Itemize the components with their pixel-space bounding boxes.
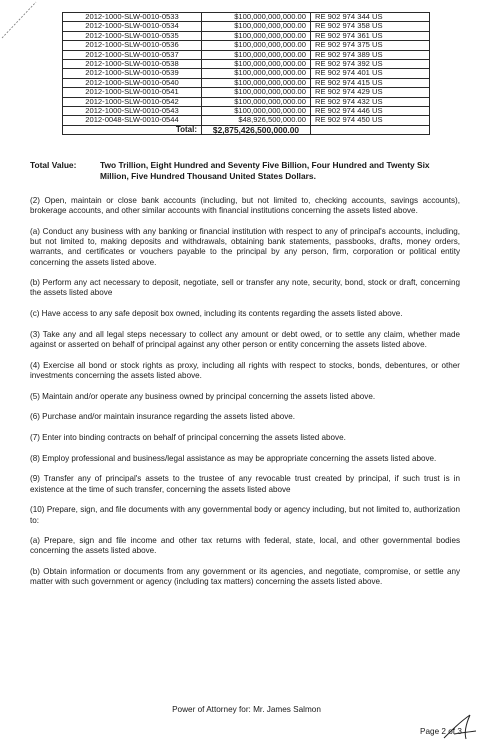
page-number: Page 2 of 3 (420, 727, 462, 736)
asset-amount: $100,000,000,000.00 (202, 50, 311, 59)
asset-amount: $100,000,000,000.00 (202, 13, 311, 22)
asset-id: 2012-1000-SLW-0010-0540 (63, 78, 202, 87)
asset-reference: RE 902 974 344 US (311, 13, 430, 22)
asset-reference: RE 902 974 446 US (311, 107, 430, 116)
asset-reference: RE 902 974 375 US (311, 41, 430, 50)
total-amount: $2,875,426,500,000.00 (202, 125, 311, 134)
power-paragraph: (6) Purchase and/or maintain insurance regarding the assets listed above. (30, 412, 295, 422)
asset-reference: RE 902 974 389 US (311, 50, 430, 59)
asset-total-row (63, 125, 430, 134)
asset-id: 2012-0048-SLW-0010-0544 (63, 116, 202, 125)
asset-id: 2012-1000-SLW-0010-0537 (63, 50, 202, 59)
asset-id: 2012-1000-SLW-0010-0533 (63, 13, 202, 22)
power-paragraph: (a) Prepare, sign and file income and other tax returns with federal, state, local, and other governmental bodies concerning the assets listed above. (30, 536, 460, 556)
asset-amount: $100,000,000,000.00 (202, 22, 311, 31)
initials-signature (440, 712, 480, 742)
asset-table-body (63, 13, 430, 126)
asset-row (63, 88, 430, 97)
scan-corner-mark (0, 0, 40, 40)
asset-id: 2012-1000-SLW-0010-0535 (63, 31, 202, 40)
asset-amount: $100,000,000,000.00 (202, 31, 311, 40)
power-paragraph: (c) Have access to any safe deposit box owned, including its contents regarding the assets listed above. (30, 309, 403, 319)
power-paragraph: (8) Employ professional and business/legal assistance as may be appropriate concerning the assets listed above. (30, 453, 437, 463)
asset-amount: $100,000,000,000.00 (202, 97, 311, 106)
total-value-label: Total Value: (30, 160, 77, 170)
asset-table (62, 12, 430, 135)
asset-amount: $100,000,000,000.00 (202, 107, 311, 116)
asset-reference: RE 902 974 429 US (311, 88, 430, 97)
asset-reference: RE 902 974 415 US (311, 78, 430, 87)
asset-id: 2012-1000-SLW-0010-0539 (63, 69, 202, 78)
asset-id: 2012-1000-SLW-0010-0538 (63, 60, 202, 69)
asset-reference: RE 902 974 361 US (311, 31, 430, 40)
asset-row (63, 22, 430, 31)
asset-reference: RE 902 974 392 US (311, 60, 430, 69)
footer-title: Power of Attorney for: Mr. James Salmon (172, 705, 321, 714)
asset-amount: $100,000,000,000.00 (202, 41, 311, 50)
asset-amount: $100,000,000,000.00 (202, 69, 311, 78)
power-paragraph: (7) Enter into binding contracts on behalf of principal concerning the assets listed above. (30, 433, 346, 443)
asset-amount: $100,000,000,000.00 (202, 60, 311, 69)
total-label: Total: (63, 125, 202, 134)
asset-amount: $100,000,000,000.00 (202, 78, 311, 87)
total-blank-cell (311, 125, 430, 134)
power-paragraph: (3) Take any and all legal steps necessary to collect any amount or debt owed, or to settle any claim, whether made against or asserted on behalf of principal against any other person or entity concerning the assets listed above. (30, 329, 460, 350)
asset-id: 2012-1000-SLW-0010-0543 (63, 107, 202, 116)
asset-row (63, 69, 430, 78)
power-paragraph: (10) Prepare, sign, and file documents with any governmental body or agency including, but not limited to, authorization to: (30, 505, 460, 525)
power-paragraph: (9) Transfer any of principal's assets to the trustee of any revocable trust created by principal, if such trust is in existence at the time of such transfer, concerning the assets listed above (30, 474, 460, 494)
power-paragraph: (b) Perform any act necessary to deposit, negotiate, sell or transfer any note, security, bond, stock or draft, concerning the assets listed above (30, 278, 460, 298)
asset-reference: RE 902 974 358 US (311, 22, 430, 31)
asset-row (63, 41, 430, 50)
power-paragraph: (a) Conduct any business with any banking or financial institution with respect to any of principal's accounts, including, but not limited to, making deposits and withdrawals, obtaining bank statements, passbooks, drafts, money orders, warrants, and certificates or vouchers payable to the principal by any person, firm, corporation or political entity concerning the assets listed above. (30, 226, 460, 267)
asset-reference: RE 902 974 401 US (311, 69, 430, 78)
powers-list (30, 196, 460, 598)
asset-amount: $48,926,500,000.00 (202, 116, 311, 125)
asset-id: 2012-1000-SLW-0010-0534 (63, 22, 202, 31)
asset-reference: RE 902 974 432 US (311, 97, 430, 106)
power-paragraph: (2) Open, maintain or close bank accounts (including, but not limited to, checking accounts, savings accounts), brokerage accounts, and other similar accounts with financial institutions concerning the assets listed above. (30, 196, 460, 216)
total-value-text: Two Trillion, Eight Hundred and Seventy Five Billion, Four Hundred and Twenty Six Million, Five Hundred Thousand United States Dollars. (100, 160, 430, 181)
asset-row (63, 116, 430, 125)
power-paragraph: (4) Exercise all bond or stock rights as proxy, including all rights with respect to stocks, bonds, debentures, or other investments concerning the assets listed above. (30, 360, 460, 380)
asset-amount: $100,000,000,000.00 (202, 88, 311, 97)
asset-id: 2012-1000-SLW-0010-0541 (63, 88, 202, 97)
asset-reference: RE 902 974 450 US (311, 116, 430, 125)
power-paragraph: (5) Maintain and/or operate any business owned by principal concerning the assets listed above. (30, 391, 376, 401)
asset-id: 2012-1000-SLW-0010-0536 (63, 41, 202, 50)
power-paragraph: (b) Obtain information or documents from any government or its agencies, and negotiate, compromise, or settle any matter with such government or agency (including tax matters) concerning the assets listed above. (30, 567, 460, 587)
asset-id: 2012-1000-SLW-0010-0542 (63, 97, 202, 106)
